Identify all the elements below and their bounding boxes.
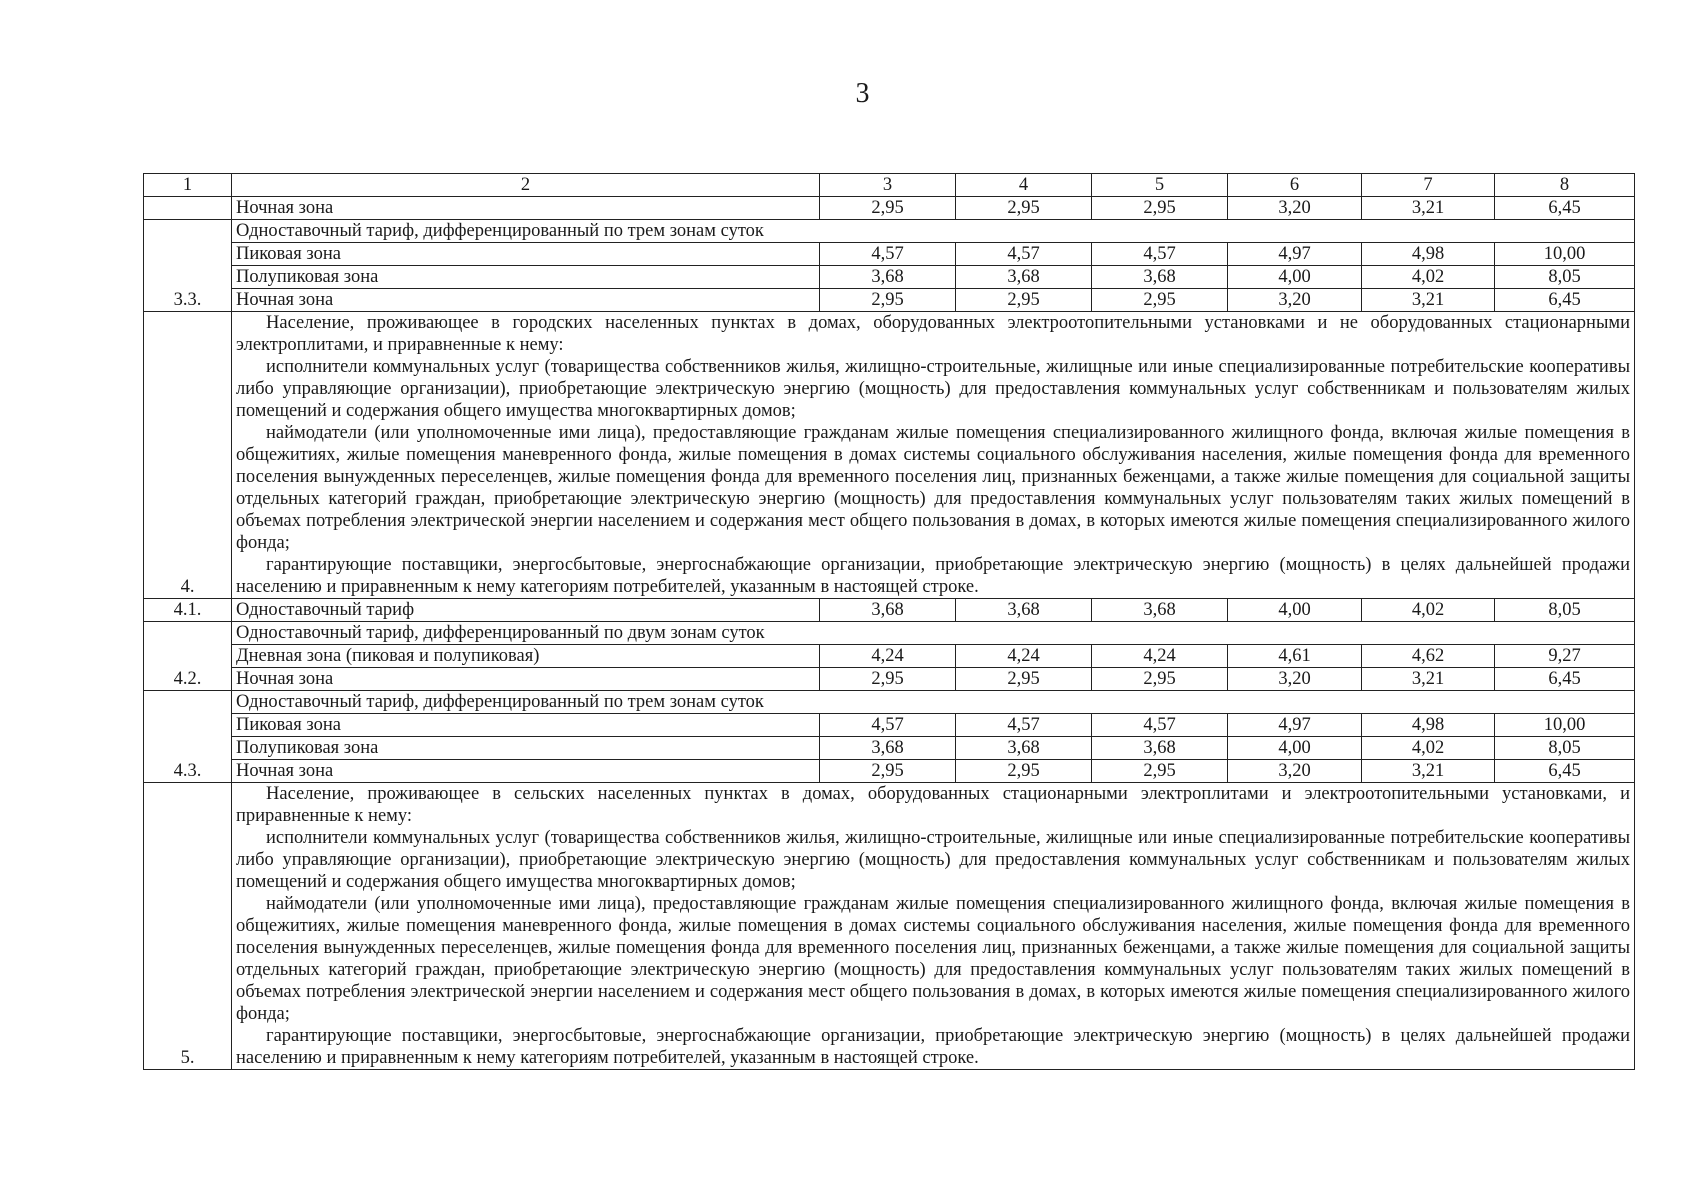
value-cell: 3,68 (1092, 599, 1228, 622)
value-cell: 4,98 (1362, 243, 1495, 266)
value-cell: 4,57 (820, 243, 956, 266)
table-row (144, 760, 1635, 783)
value-cell: 3,20 (1228, 197, 1362, 220)
value-cell: 8,05 (1495, 266, 1635, 289)
value-cell: 10,00 (1495, 243, 1635, 266)
value-cell: 2,95 (956, 760, 1092, 783)
table-row (144, 783, 1635, 1070)
value-cell: 3,21 (1362, 289, 1495, 312)
table-row (144, 645, 1635, 668)
row-title: Одноставочный тариф, дифференцированный по трем зонам суток (232, 691, 1635, 714)
value-cell: 3,68 (956, 599, 1092, 622)
value-cell: 6,45 (1495, 197, 1635, 220)
value-cell: 4,61 (1228, 645, 1362, 668)
column-header: 1 (144, 174, 232, 197)
value-cell: 3,21 (1362, 668, 1495, 691)
value-cell: 4,02 (1362, 266, 1495, 289)
value-cell: 4,02 (1362, 599, 1495, 622)
table-row (144, 737, 1635, 760)
row-number: 4.2. (144, 622, 232, 691)
table-row (144, 691, 1635, 714)
value-cell: 2,95 (820, 760, 956, 783)
table-row (144, 289, 1635, 312)
value-cell: 9,27 (1495, 645, 1635, 668)
value-cell: 6,45 (1495, 289, 1635, 312)
paragraph: гарантирующие поставщики, энергосбытовые, энергоснабжающие организации, приобретающие электрическую энергию (мощность) в целях дальнейшей продажи населению и приравненным к нему категориям потребителей, указанным в настоящей строке. (236, 555, 1630, 597)
value-cell: 2,95 (1092, 289, 1228, 312)
value-cell: 6,45 (1495, 760, 1635, 783)
value-cell: 3,68 (820, 737, 956, 760)
column-header: 2 (232, 174, 820, 197)
value-cell: 4,98 (1362, 714, 1495, 737)
value-cell: 4,02 (1362, 737, 1495, 760)
table-row (144, 243, 1635, 266)
row-label: Ночная зона (232, 289, 820, 312)
paragraph: Население, проживающее в сельских населенных пунктах в домах, оборудованных стационарными электроплитами и электроотопительными установками, и приравненные к нему: (236, 784, 1630, 826)
row-title: Одноставочный тариф, дифференцированный по двум зонам суток (232, 622, 1635, 645)
value-cell: 2,95 (1092, 197, 1228, 220)
value-cell: 2,95 (820, 289, 956, 312)
row-label: Ночная зона (232, 668, 820, 691)
row-label: Полупиковая зона (232, 737, 820, 760)
row-label: Ночная зона (232, 197, 820, 220)
paragraph: исполнители коммунальных услуг (товарищества собственников жилья, жилищно-строительные, жилищные или иные специализированные потребительские кооперативы либо управляющие организации), приобретающие электрическую энергию (мощность) для предоставления коммунальных услуг собственникам и пользователям жилых помещений и содержания общего имущества многоквартирных домов; (236, 828, 1630, 892)
row-label: Одноставочный тариф (232, 599, 820, 622)
table-row (144, 599, 1635, 622)
column-header: 4 (956, 174, 1092, 197)
paragraph: наймодатели (или уполномоченные ими лица), предоставляющие гражданам жилые помещения специализированного жилищного фонда, включая жилые помещения в общежитиях, жилые помещения маневренного фонда, жилые помещения в домах системы социального обслуживания населения, жилые помещения фонда для временного поселения вынужденных переселенцев, жилые помещения фонда для временного поселения лиц, признанных беженцами, а также жилые помещения для социальной защиты отдельных категорий граждан, приобретающие электрическую энергию (мощность) для предоставления коммунальных услуг пользователям таких жилых помещений в объемах потребления электрической энергии населением и содержания мест общего пользования в домах, в которых имеются жилые помещения специализированного жилого фонда; (236, 423, 1630, 553)
value-cell: 2,95 (820, 668, 956, 691)
value-cell: 2,95 (956, 289, 1092, 312)
value-cell: 4,24 (1092, 645, 1228, 668)
value-cell: 3,21 (1362, 197, 1495, 220)
row-number: 4.3. (144, 691, 232, 783)
value-cell: 4,24 (820, 645, 956, 668)
paragraph: гарантирующие поставщики, энергосбытовые, энергоснабжающие организации, приобретающие электрическую энергию (мощность) в целях дальнейшей продажи населению и приравненным к нему категориям потребителей, указанным в настоящей строке. (236, 1026, 1630, 1068)
value-cell: 4,97 (1228, 243, 1362, 266)
paragraph: наймодатели (или уполномоченные ими лица), предоставляющие гражданам жилые помещения специализированного жилищного фонда, включая жилые помещения в общежитиях, жилые помещения маневренного фонда, жилые помещения в домах системы социального обслуживания населения, жилые помещения фонда для временного поселения вынужденных переселенцев, жилые помещения фонда для временного поселения лиц, признанных беженцами, а также жилые помещения для социальной защиты отдельных категорий граждан, приобретающие электрическую энергию (мощность) для предоставления коммунальных услуг пользователям таких жилых помещений в объемах потребления электрической энергии населением и содержания мест общего пользования в домах, в которых имеются жилые помещения специализированного жилого фонда; (236, 894, 1630, 1024)
row-label: Ночная зона (232, 760, 820, 783)
column-header: 3 (820, 174, 956, 197)
row-label: Полупиковая зона (232, 266, 820, 289)
column-header: 5 (1092, 174, 1228, 197)
row-number-cell (144, 197, 232, 220)
value-cell: 2,95 (1092, 668, 1228, 691)
value-cell: 4,24 (956, 645, 1092, 668)
value-cell: 3,68 (820, 266, 956, 289)
value-cell: 4,00 (1228, 599, 1362, 622)
value-cell: 4,97 (1228, 714, 1362, 737)
row-label: Пиковая зона (232, 243, 820, 266)
paragraph: Население, проживающее в городских населенных пунктах в домах, оборудованных электроотопительными установками и не оборудованных стационарными электроплитами, и приравненные к нему: (236, 313, 1630, 355)
row-number: 3.3. (144, 220, 232, 312)
category-description (232, 783, 1635, 1070)
value-cell: 3,68 (956, 737, 1092, 760)
table-row (144, 668, 1635, 691)
tariff-table (143, 173, 1635, 1070)
row-number: 4.1. (144, 599, 232, 622)
value-cell: 4,57 (820, 714, 956, 737)
paragraph: исполнители коммунальных услуг (товарищества собственников жилья, жилищно-строительные, жилищные или иные специализированные потребительские кооперативы либо управляющие организации), приобретающие электрическую энергию (мощность) для предоставления коммунальных услуг собственникам и пользователям жилых помещений и содержания общего имущества многоквартирных домов; (236, 357, 1630, 421)
row-label: Дневная зона (пиковая и полупиковая) (232, 645, 820, 668)
table-row (144, 622, 1635, 645)
value-cell: 3,68 (1092, 266, 1228, 289)
row-title: Одноставочный тариф, дифференцированный по трем зонам суток (232, 220, 1635, 243)
value-cell: 3,21 (1362, 760, 1495, 783)
column-header: 7 (1362, 174, 1495, 197)
value-cell: 4,62 (1362, 645, 1495, 668)
column-header: 6 (1228, 174, 1362, 197)
value-cell: 3,20 (1228, 668, 1362, 691)
value-cell: 3,68 (956, 266, 1092, 289)
value-cell: 4,00 (1228, 737, 1362, 760)
category-description (232, 312, 1635, 599)
value-cell: 3,68 (820, 599, 956, 622)
value-cell: 6,45 (1495, 668, 1635, 691)
value-cell: 3,20 (1228, 289, 1362, 312)
column-header: 8 (1495, 174, 1635, 197)
value-cell: 8,05 (1495, 599, 1635, 622)
value-cell: 2,95 (956, 668, 1092, 691)
value-cell: 3,20 (1228, 760, 1362, 783)
value-cell: 2,95 (820, 197, 956, 220)
column-number-row (144, 174, 1635, 197)
table-row (144, 220, 1635, 243)
row-number: 5. (144, 783, 232, 1070)
value-cell: 3,68 (1092, 737, 1228, 760)
row-number: 4. (144, 312, 232, 599)
table-row (144, 197, 1635, 220)
value-cell: 4,00 (1228, 266, 1362, 289)
table-row (144, 266, 1635, 289)
value-cell: 8,05 (1495, 737, 1635, 760)
value-cell: 2,95 (1092, 760, 1228, 783)
table-row (144, 312, 1635, 599)
value-cell: 4,57 (1092, 714, 1228, 737)
value-cell: 10,00 (1495, 714, 1635, 737)
page-number: 3 (855, 78, 870, 109)
value-cell: 4,57 (956, 714, 1092, 737)
row-label: Пиковая зона (232, 714, 820, 737)
table-row (144, 714, 1635, 737)
value-cell: 2,95 (956, 197, 1092, 220)
value-cell: 4,57 (956, 243, 1092, 266)
value-cell: 4,57 (1092, 243, 1228, 266)
